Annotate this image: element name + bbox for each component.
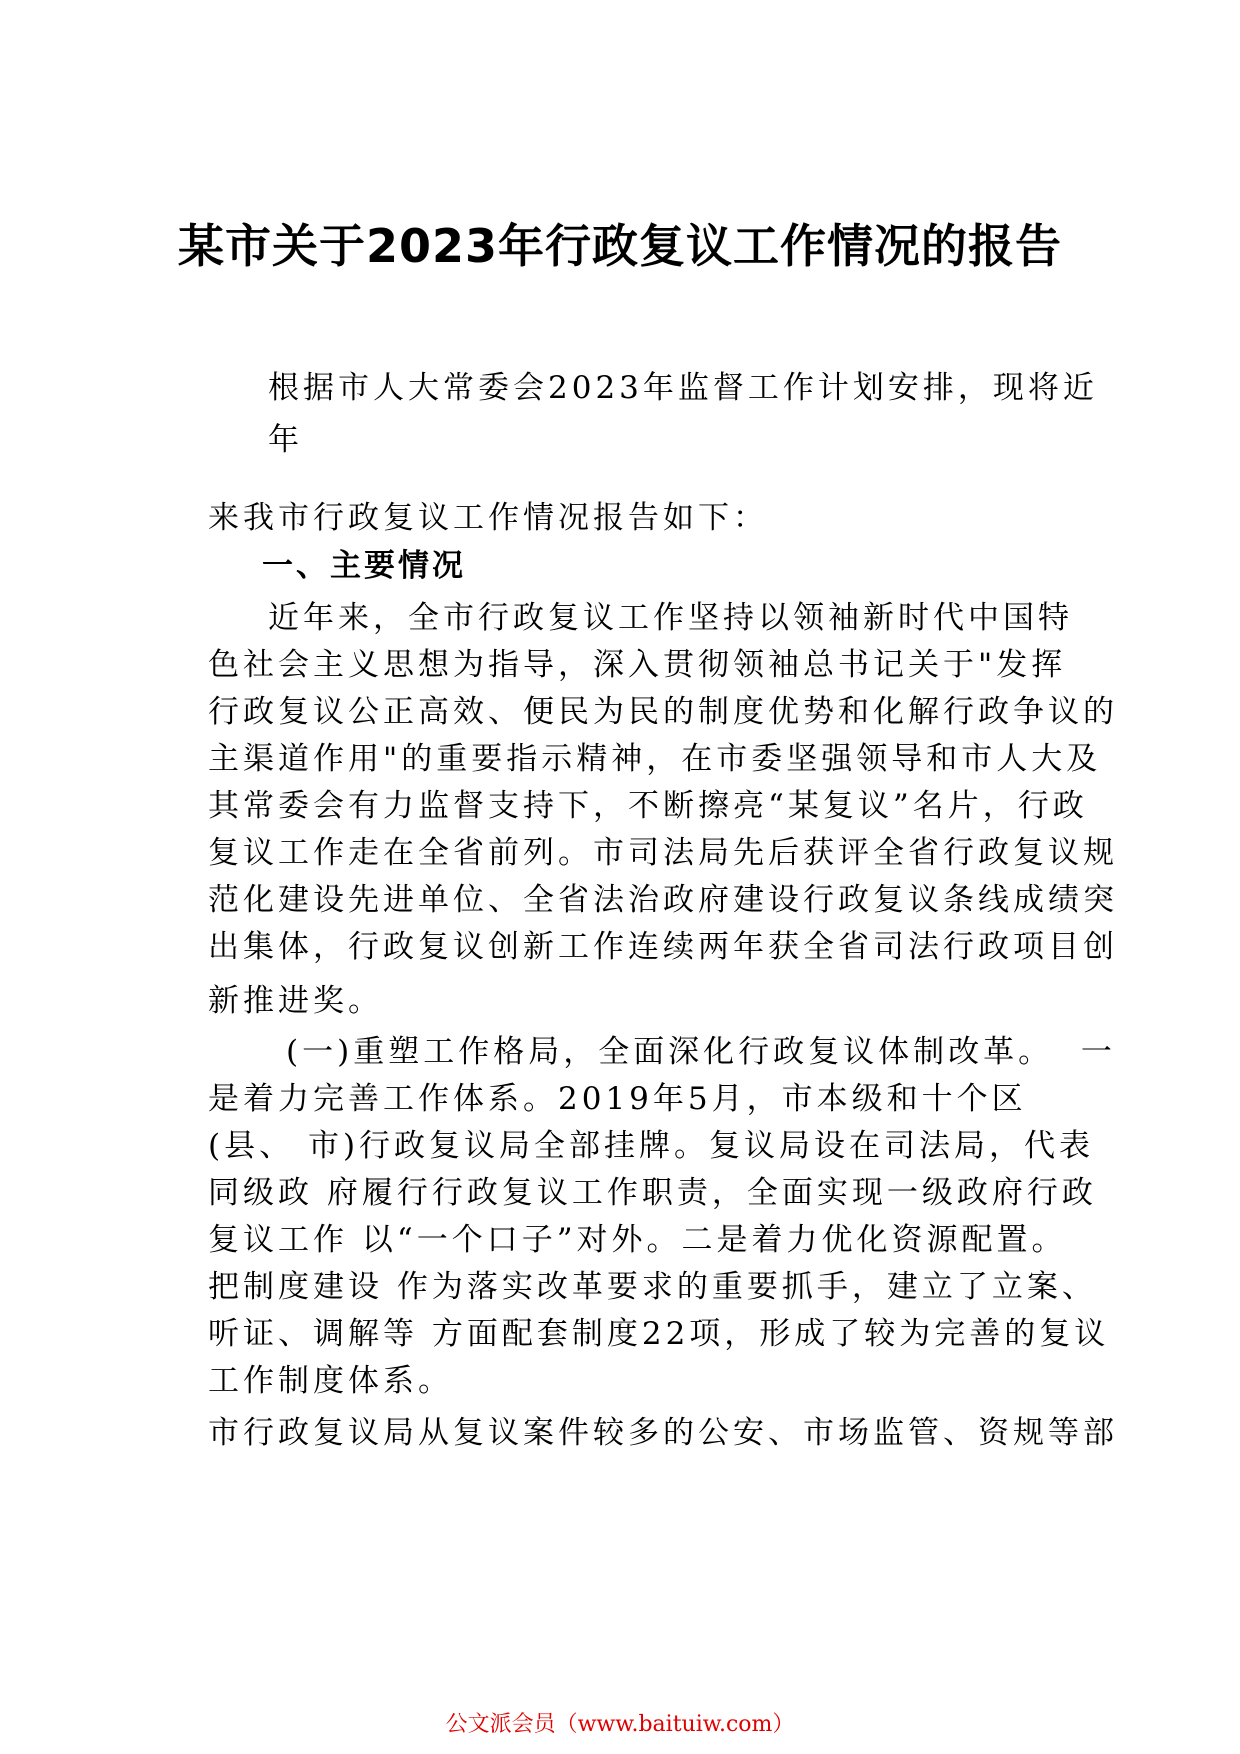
paragraph-line: 复议工作 以“一个口子”对外。二是着力优化资源配置。 bbox=[208, 1222, 1067, 1258]
paragraph-line: 市行政复议局从复议案件较多的公安、市场监管、资规等部 bbox=[208, 1415, 1118, 1451]
paragraph-line: 把制度建设 作为落实改革要求的重要抓手，建立了立案、 bbox=[208, 1269, 1097, 1305]
paragraph-line: 其常委会有力监督支持下，不断擦亮“某复议”名片，行政 bbox=[208, 788, 1088, 824]
paragraph-line: 新推进奖。 bbox=[208, 983, 383, 1019]
paragraph-line: 年 bbox=[268, 422, 303, 458]
paragraph-line: 同级政 府履行行政复议工作职责，全面实现一级政府行政 bbox=[208, 1175, 1097, 1211]
paragraph-line: 主渠道作用"的重要指示精神，在市委坚强领导和市人大及 bbox=[208, 741, 1102, 777]
paragraph-line: (县、 市)行政复议局全部挂牌。复议局设在司法局，代表 bbox=[208, 1128, 1095, 1164]
document-title: 某市关于2023年行政复议工作情况的报告 bbox=[177, 219, 1063, 273]
paragraph-line: 复议工作走在全省前列。市司法局先后获评全省行政复议规 bbox=[208, 835, 1118, 871]
paragraph-line: 近年来，全市行政复议工作坚持以领袖新时代中国特 bbox=[268, 600, 1073, 636]
paragraph-line: 是着力完善工作体系。2019年5月，市本级和十个区 bbox=[208, 1081, 1027, 1117]
paragraph-line: 范化建设先进单位、全省法治政府建设行政复议条线成绩突 bbox=[208, 882, 1118, 918]
paragraph-line: 根据市人大常委会2023年监督工作计划安排，现将近 bbox=[268, 370, 1098, 406]
section-heading: 一、主要情况 bbox=[262, 548, 466, 584]
footer-watermark: 公文派会员（www.baituiw.com） bbox=[445, 1712, 795, 1737]
paragraph-line: 听证、调解等 方面配套制度22项，形成了较为完善的复议 bbox=[208, 1316, 1110, 1352]
paragraph-line: 行政复议公正高效、便民为民的制度优势和化解行政争议的 bbox=[208, 694, 1118, 730]
paragraph-line: (一)重塑工作格局，全面深化行政复议体制改革。 一 bbox=[286, 1034, 1116, 1070]
paragraph-line: 工作制度体系。 bbox=[208, 1363, 453, 1399]
paragraph-line: 色社会主义思想为指导，深入贯彻领袖总书记关于"发挥 bbox=[208, 647, 1067, 683]
paragraph-line: 出集体，行政复议创新工作连续两年获全省司法行政项目创 bbox=[208, 929, 1118, 965]
paragraph-line: 来我市行政复议工作情况报告如下： bbox=[208, 500, 768, 536]
